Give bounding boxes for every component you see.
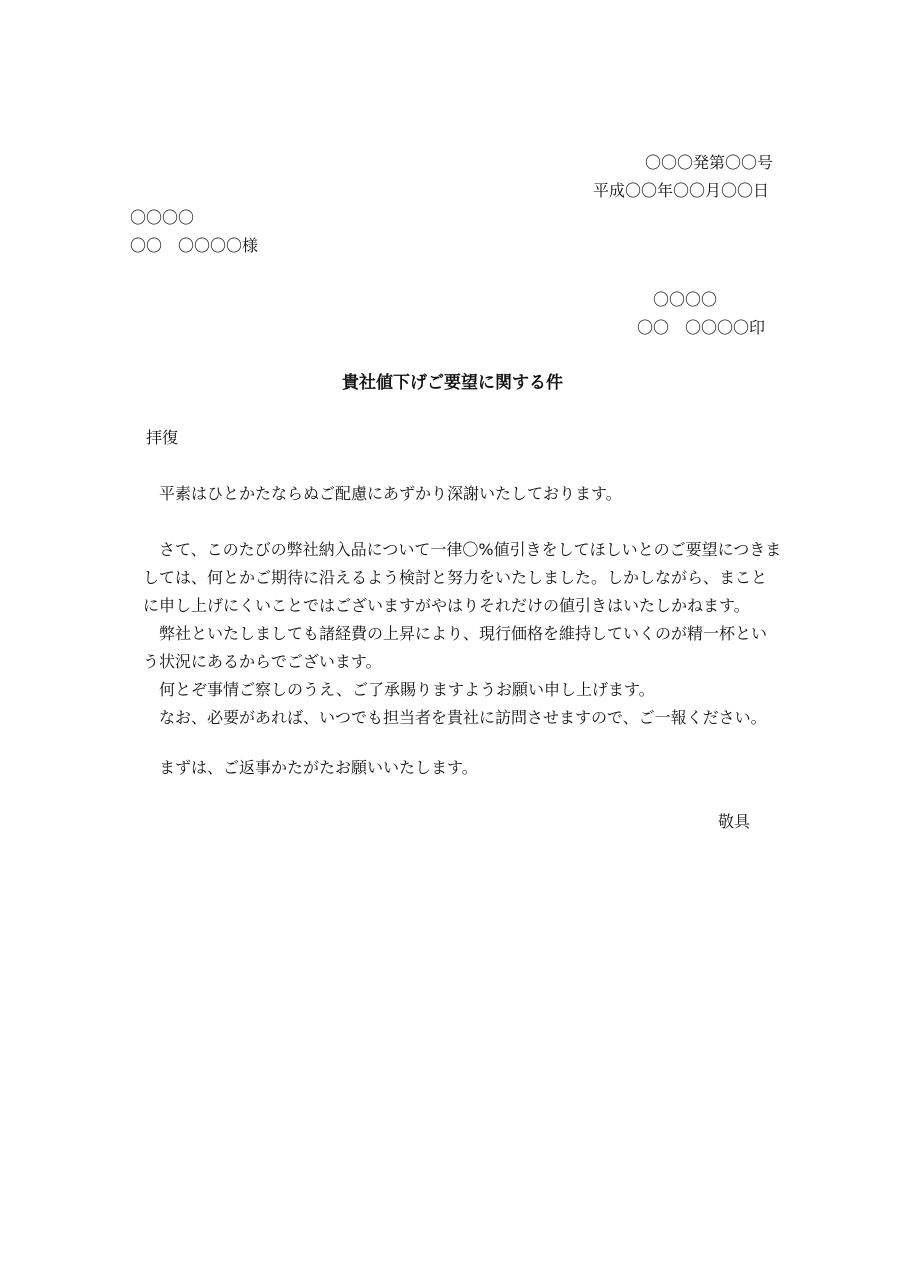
body-line: 弊社といたしましても諸経費の上昇により、現行価格を維持していくのが精一杯とい (143, 624, 768, 643)
sender-name: 〇〇 〇〇〇〇印 (637, 318, 766, 337)
opening-word: 拝復 (146, 428, 179, 447)
closing-request: まずは、ご返事かたがたお願いいたします。 (143, 758, 478, 777)
body-line: 何とぞ事情ご察しのうえ、ご了承賜りますようお願い申し上げます。 (143, 680, 655, 699)
body-line: なお、必要があれば、いつでも担当者を貴社に訪問させますので、ご一報ください。 (143, 708, 767, 727)
body-line: に申し上げにくいことではございますがやはりそれだけの値引きはいたしかねます。 (143, 596, 750, 615)
greeting-paragraph: 平素はひとかたならぬご配慮にあずかり深謝いたしております。 (143, 484, 622, 503)
recipient-company: 〇〇〇〇 (130, 208, 195, 227)
body-line: う状況にあるからでございます。 (143, 652, 382, 671)
document-title: 貴社値下げご要望に関する件 (342, 373, 563, 393)
sender-company: 〇〇〇〇 (653, 290, 718, 309)
body-text (143, 540, 783, 736)
document-date: 平成〇〇年〇〇月〇〇日 (592, 181, 769, 200)
body-line: しては、何とかご期待に沿えるよう検討と努力をいたしました。しかしながら、まこと (143, 568, 768, 587)
recipient-name: 〇〇 〇〇〇〇様 (130, 236, 259, 255)
body-line: さて、このたびの弊社納入品について一律〇%値引きをしてほしいとのご要望につきま (143, 540, 782, 559)
document-number: 〇〇〇発第〇〇号 (644, 153, 773, 172)
closing-word: 敬具 (718, 812, 751, 831)
